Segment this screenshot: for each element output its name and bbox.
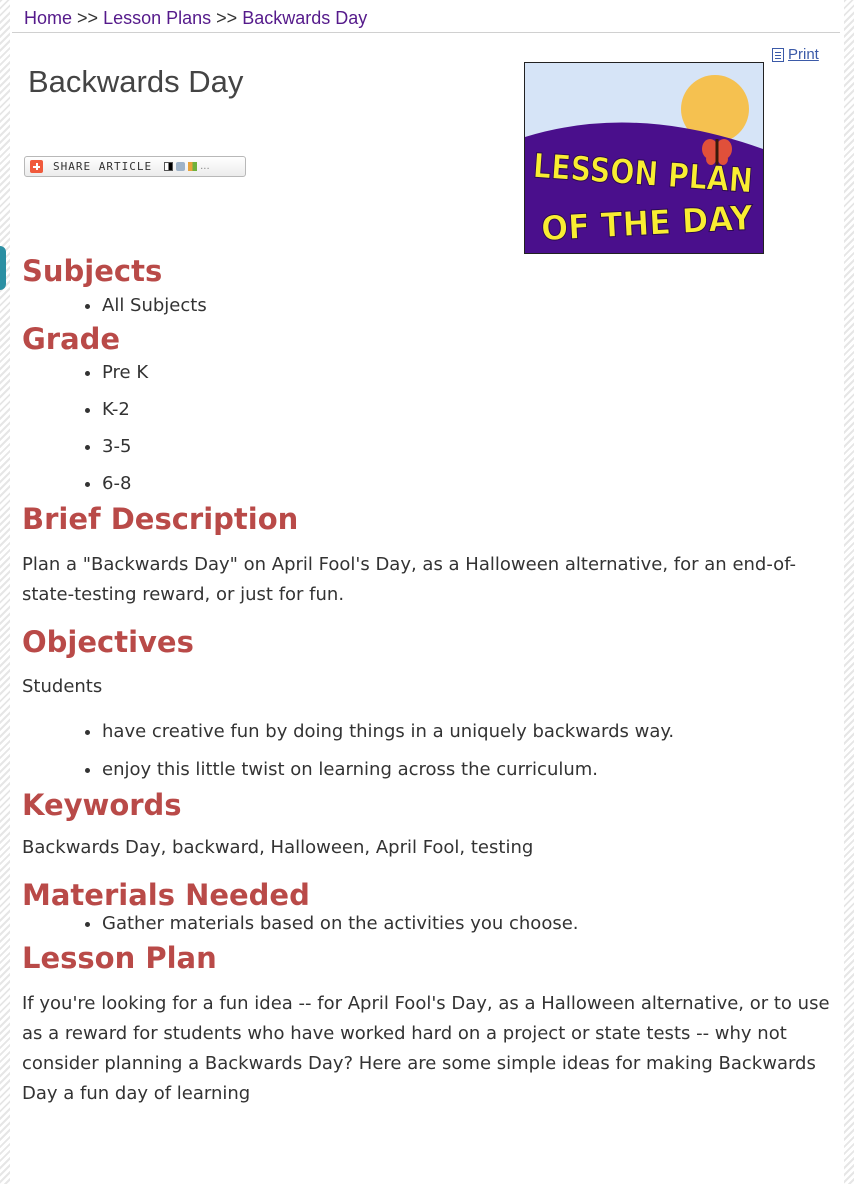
list-item: • have creative fun by doing things in a uniquely backwards way. [102, 721, 830, 743]
keywords-text: Backwards Day, backward, Halloween, April Fool, testing [22, 837, 534, 858]
print-icon [772, 48, 784, 62]
windows-icon [188, 162, 197, 171]
breadcrumb [24, 8, 367, 29]
materials-section [22, 876, 830, 935]
materials-list [22, 913, 830, 935]
share-article-button[interactable] [24, 156, 246, 177]
plus-icon [30, 160, 43, 173]
header-divider [12, 32, 840, 33]
objectives-intro: Students [22, 676, 103, 697]
share-article-label: SHARE ARTICLE [53, 160, 153, 173]
brief-description-heading: Brief Description [22, 502, 299, 536]
subjects-list [22, 295, 830, 317]
print-label: Print [788, 46, 819, 63]
lesson-plan-section [22, 939, 830, 1109]
breadcrumb-current-link[interactable]: Backwards Day [242, 8, 368, 28]
list-item: • Pre K [102, 362, 830, 384]
print-link[interactable] [772, 46, 819, 63]
list-item: • Gather materials based on the activities you choose. [102, 913, 830, 935]
objectives-list [22, 721, 830, 781]
digg-icon [176, 162, 185, 171]
grade-heading: Grade [22, 322, 121, 356]
more-services-ellipsis: ... [200, 161, 210, 172]
subjects-heading: Subjects [22, 254, 163, 288]
lesson-content [22, 252, 830, 1109]
breadcrumb-separator: >> [77, 8, 99, 28]
lesson-plan-text: If you're looking for a fun idea -- for April Fool's Day, as a Halloween alternative, or to use as a reward for students who have worked hard on a project or state tests -- why not consider planning a Backwards Day? Here are some simple ideas for making Backwards Day a fun day of learning [22, 993, 830, 1104]
keywords-heading: Keywords [22, 788, 182, 822]
lesson-plan-heading: Lesson Plan [22, 941, 217, 975]
objectives-heading: Objectives [22, 625, 194, 659]
list-item: • 3-5 [102, 436, 830, 458]
page-title: Backwards Day [28, 64, 244, 99]
grade-list [22, 362, 830, 495]
grade-section [22, 320, 830, 495]
brief-description-text: Plan a "Backwards Day" on April Fool's Day, as a Halloween alternative, for an end-of-state-testing reward, or just for fun. [22, 554, 797, 605]
list-item: • All Subjects [102, 295, 830, 317]
left-decorative-border [0, 0, 10, 1184]
brief-description-section [22, 500, 830, 610]
banner-line1: LESSON PLAN [531, 146, 797, 205]
feedback-side-tab[interactable] [0, 246, 6, 290]
list-item: • enjoy this little twist on learning across the curriculum. [102, 759, 830, 781]
keywords-section [22, 786, 830, 863]
banner-line2: OF THE DAY [540, 197, 769, 250]
breadcrumb-separator: >> [216, 8, 238, 28]
subjects-section [22, 252, 830, 317]
share-service-icons [164, 161, 210, 172]
objectives-section [22, 623, 830, 781]
materials-heading: Materials Needed [22, 878, 310, 912]
breadcrumb-home-link[interactable]: Home [24, 8, 73, 28]
list-item: • K-2 [102, 399, 830, 421]
list-item: • 6-8 [102, 473, 830, 495]
right-decorative-border [844, 0, 854, 1184]
breadcrumb-lesson-plans-link[interactable]: Lesson Plans [103, 8, 212, 28]
lesson-plan-of-the-day-banner [524, 62, 797, 254]
delicious-icon [164, 162, 173, 171]
